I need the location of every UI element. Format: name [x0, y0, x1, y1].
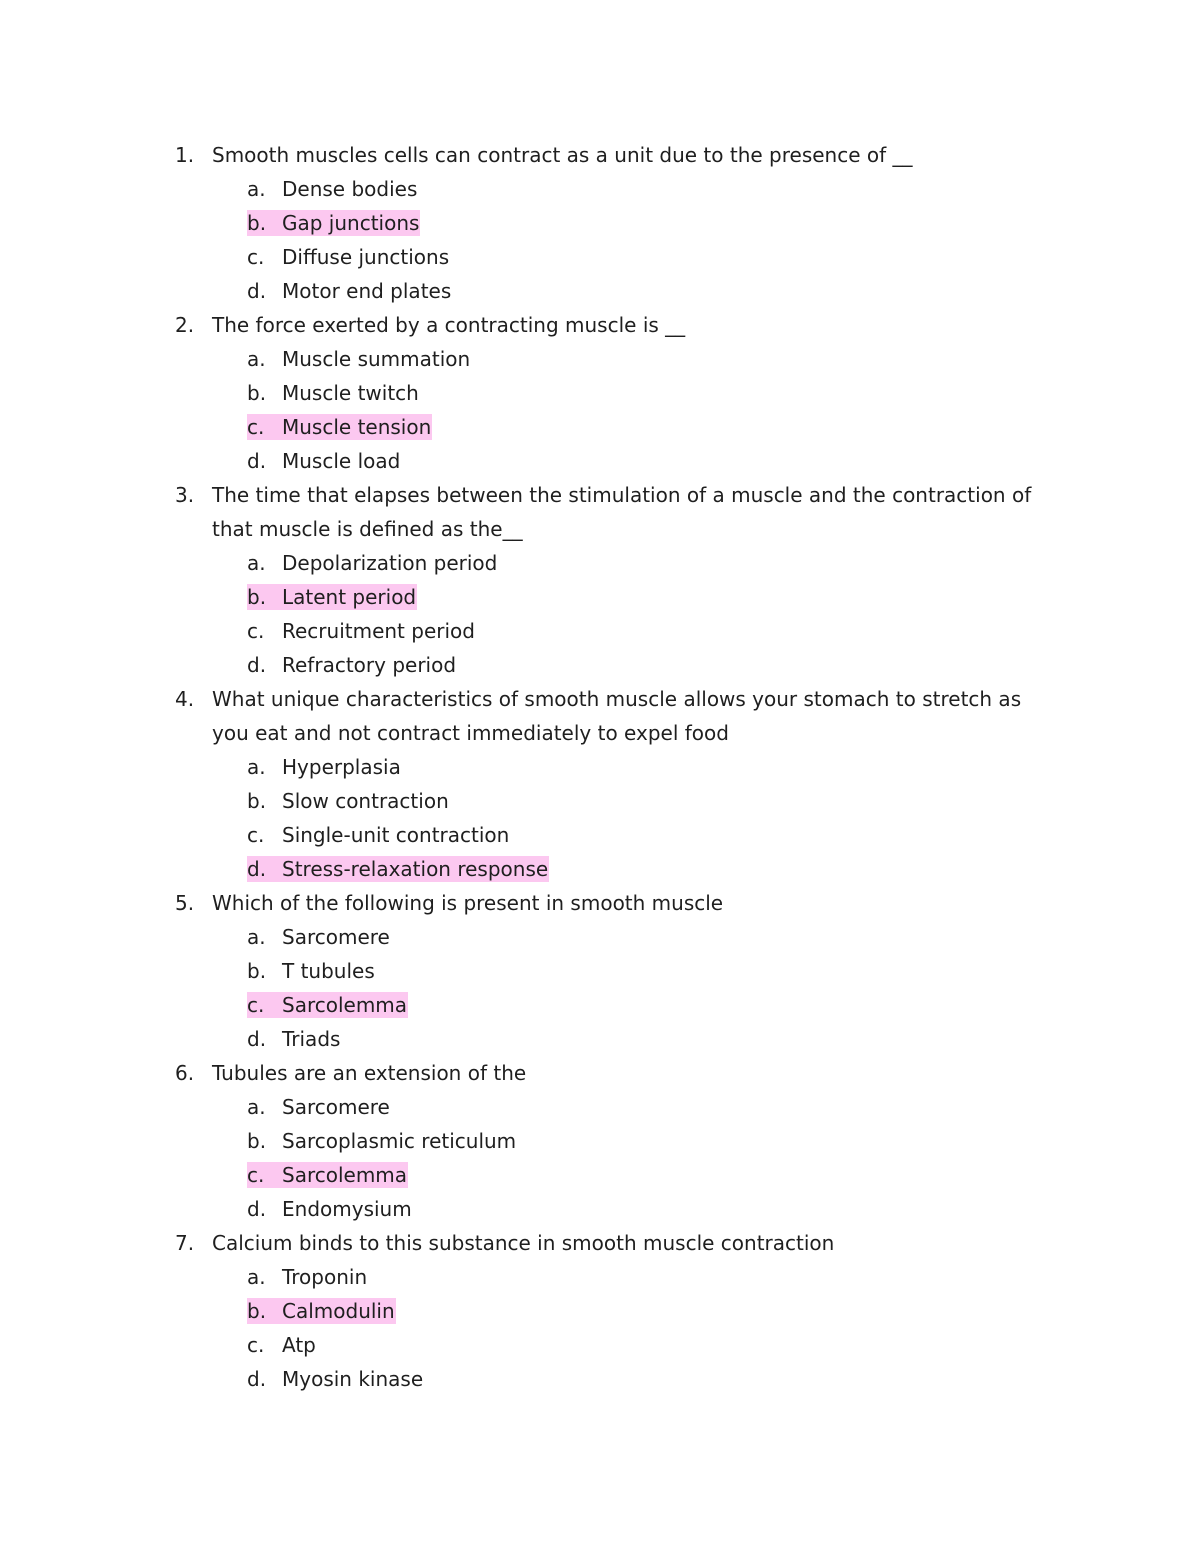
- option-c: [0, 614, 1200, 648]
- option-text: Sarcomere: [282, 1095, 390, 1119]
- question-text: The time that elapses between the stimulation of a muscle and the contraction of that muscle is defined as the__: [212, 483, 1032, 541]
- option-text: Dense bodies: [282, 177, 418, 201]
- option-list: [0, 172, 1200, 308]
- question-text: What unique characteristics of smooth muscle allows your stomach to stretch as you eat and not contract immediately to expel food: [212, 687, 1022, 745]
- option-c: [0, 1158, 1200, 1192]
- option-text: Latent period: [282, 585, 417, 609]
- option-letter: d.: [247, 1027, 267, 1051]
- option-letter: d.: [247, 449, 267, 473]
- option-d: [0, 274, 1200, 308]
- question-text: Tubules are an extension of the: [212, 1061, 527, 1085]
- option-list: [0, 750, 1200, 886]
- option-list: [0, 1090, 1200, 1226]
- option-letter: c.: [247, 1163, 265, 1187]
- question-number: 6.: [175, 1061, 195, 1085]
- option-a: [0, 920, 1200, 954]
- option-letter: d.: [247, 653, 267, 677]
- question-4: [0, 682, 1200, 886]
- option-text: Diffuse junctions: [282, 245, 450, 269]
- option-list: [0, 546, 1200, 682]
- option-letter: a.: [247, 347, 266, 371]
- option-letter: c.: [247, 245, 265, 269]
- option-text: Myosin kinase: [282, 1367, 424, 1391]
- option-text: Triads: [282, 1027, 341, 1051]
- option-text: Sarcolemma: [282, 993, 408, 1017]
- option-a: [0, 1260, 1200, 1294]
- question-7: [0, 1226, 1200, 1396]
- option-d: [0, 648, 1200, 682]
- question-number: 2.: [175, 313, 195, 337]
- option-text: Sarcoplasmic reticulum: [282, 1129, 517, 1153]
- option-text: Calmodulin: [282, 1299, 395, 1323]
- highlighted-answer: [247, 992, 408, 1018]
- quiz-document: [0, 138, 1200, 1396]
- option-letter: a.: [247, 925, 266, 949]
- option-b: [0, 376, 1200, 410]
- question-number: 5.: [175, 891, 195, 915]
- question-3: [0, 478, 1200, 682]
- option-letter: b.: [247, 585, 267, 609]
- highlighted-answer: [247, 414, 432, 440]
- option-a: [0, 750, 1200, 784]
- option-d: [0, 1022, 1200, 1056]
- option-text: T tubules: [282, 959, 375, 983]
- option-c: [0, 988, 1200, 1022]
- option-text: Muscle load: [282, 449, 401, 473]
- option-b: [0, 206, 1200, 240]
- option-text: Gap junctions: [282, 211, 420, 235]
- highlighted-answer: [247, 1162, 408, 1188]
- option-text: Atp: [282, 1333, 316, 1357]
- highlighted-answer: [247, 584, 417, 610]
- option-letter: a.: [247, 1265, 266, 1289]
- option-letter: a.: [247, 551, 266, 575]
- option-list: [0, 342, 1200, 478]
- option-letter: d.: [247, 1367, 267, 1391]
- option-c: [0, 818, 1200, 852]
- option-text: Muscle twitch: [282, 381, 419, 405]
- option-letter: b.: [247, 1129, 267, 1153]
- option-text: Muscle tension: [282, 415, 432, 439]
- option-b: [0, 784, 1200, 818]
- option-list: [0, 1260, 1200, 1396]
- question-text: Calcium binds to this substance in smooth muscle contraction: [212, 1231, 835, 1255]
- option-text: Endomysium: [282, 1197, 412, 1221]
- option-letter: c.: [247, 993, 265, 1017]
- option-text: Depolarization period: [282, 551, 498, 575]
- option-letter: b.: [247, 211, 267, 235]
- option-c: [0, 410, 1200, 444]
- option-text: Single-unit contraction: [282, 823, 510, 847]
- option-a: [0, 342, 1200, 376]
- option-letter: c.: [247, 823, 265, 847]
- option-letter: c.: [247, 415, 265, 439]
- question-number: 7.: [175, 1231, 195, 1255]
- highlighted-answer: [247, 1298, 396, 1324]
- option-b: [0, 1124, 1200, 1158]
- option-text: Motor end plates: [282, 279, 452, 303]
- option-b: [0, 580, 1200, 614]
- option-letter: a.: [247, 177, 266, 201]
- option-letter: a.: [247, 755, 266, 779]
- option-letter: d.: [247, 857, 267, 881]
- question-6: [0, 1056, 1200, 1226]
- option-text: Troponin: [282, 1265, 368, 1289]
- option-text: Stress-relaxation response: [282, 857, 549, 881]
- option-b: [0, 954, 1200, 988]
- option-a: [0, 546, 1200, 580]
- option-text: Refractory period: [282, 653, 457, 677]
- option-text: Muscle summation: [282, 347, 471, 371]
- option-letter: d.: [247, 279, 267, 303]
- option-text: Slow contraction: [282, 789, 449, 813]
- question-number: 4.: [175, 687, 195, 711]
- option-d: [0, 1362, 1200, 1396]
- question-2: [0, 308, 1200, 478]
- question-text: The force exerted by a contracting muscle is __: [212, 313, 686, 337]
- highlighted-answer: [247, 210, 420, 236]
- option-letter: d.: [247, 1197, 267, 1221]
- option-d: [0, 852, 1200, 886]
- option-letter: b.: [247, 789, 267, 813]
- question-text: Smooth muscles cells can contract as a unit due to the presence of __: [212, 143, 913, 167]
- option-b: [0, 1294, 1200, 1328]
- option-letter: a.: [247, 1095, 266, 1119]
- option-a: [0, 1090, 1200, 1124]
- question-text: Which of the following is present in smooth muscle: [212, 891, 724, 915]
- question-number: 1.: [175, 143, 195, 167]
- option-text: Recruitment period: [282, 619, 475, 643]
- option-list: [0, 920, 1200, 1056]
- option-d: [0, 444, 1200, 478]
- option-letter: b.: [247, 381, 267, 405]
- option-letter: b.: [247, 959, 267, 983]
- question-number: 3.: [175, 483, 195, 507]
- highlighted-answer: [247, 856, 549, 882]
- question-1: [0, 138, 1200, 308]
- option-letter: b.: [247, 1299, 267, 1323]
- option-text: Sarcomere: [282, 925, 390, 949]
- option-text: Hyperplasia: [282, 755, 401, 779]
- option-d: [0, 1192, 1200, 1226]
- option-c: [0, 240, 1200, 274]
- option-letter: c.: [247, 619, 265, 643]
- option-letter: c.: [247, 1333, 265, 1357]
- question-5: [0, 886, 1200, 1056]
- option-a: [0, 172, 1200, 206]
- option-text: Sarcolemma: [282, 1163, 408, 1187]
- option-c: [0, 1328, 1200, 1362]
